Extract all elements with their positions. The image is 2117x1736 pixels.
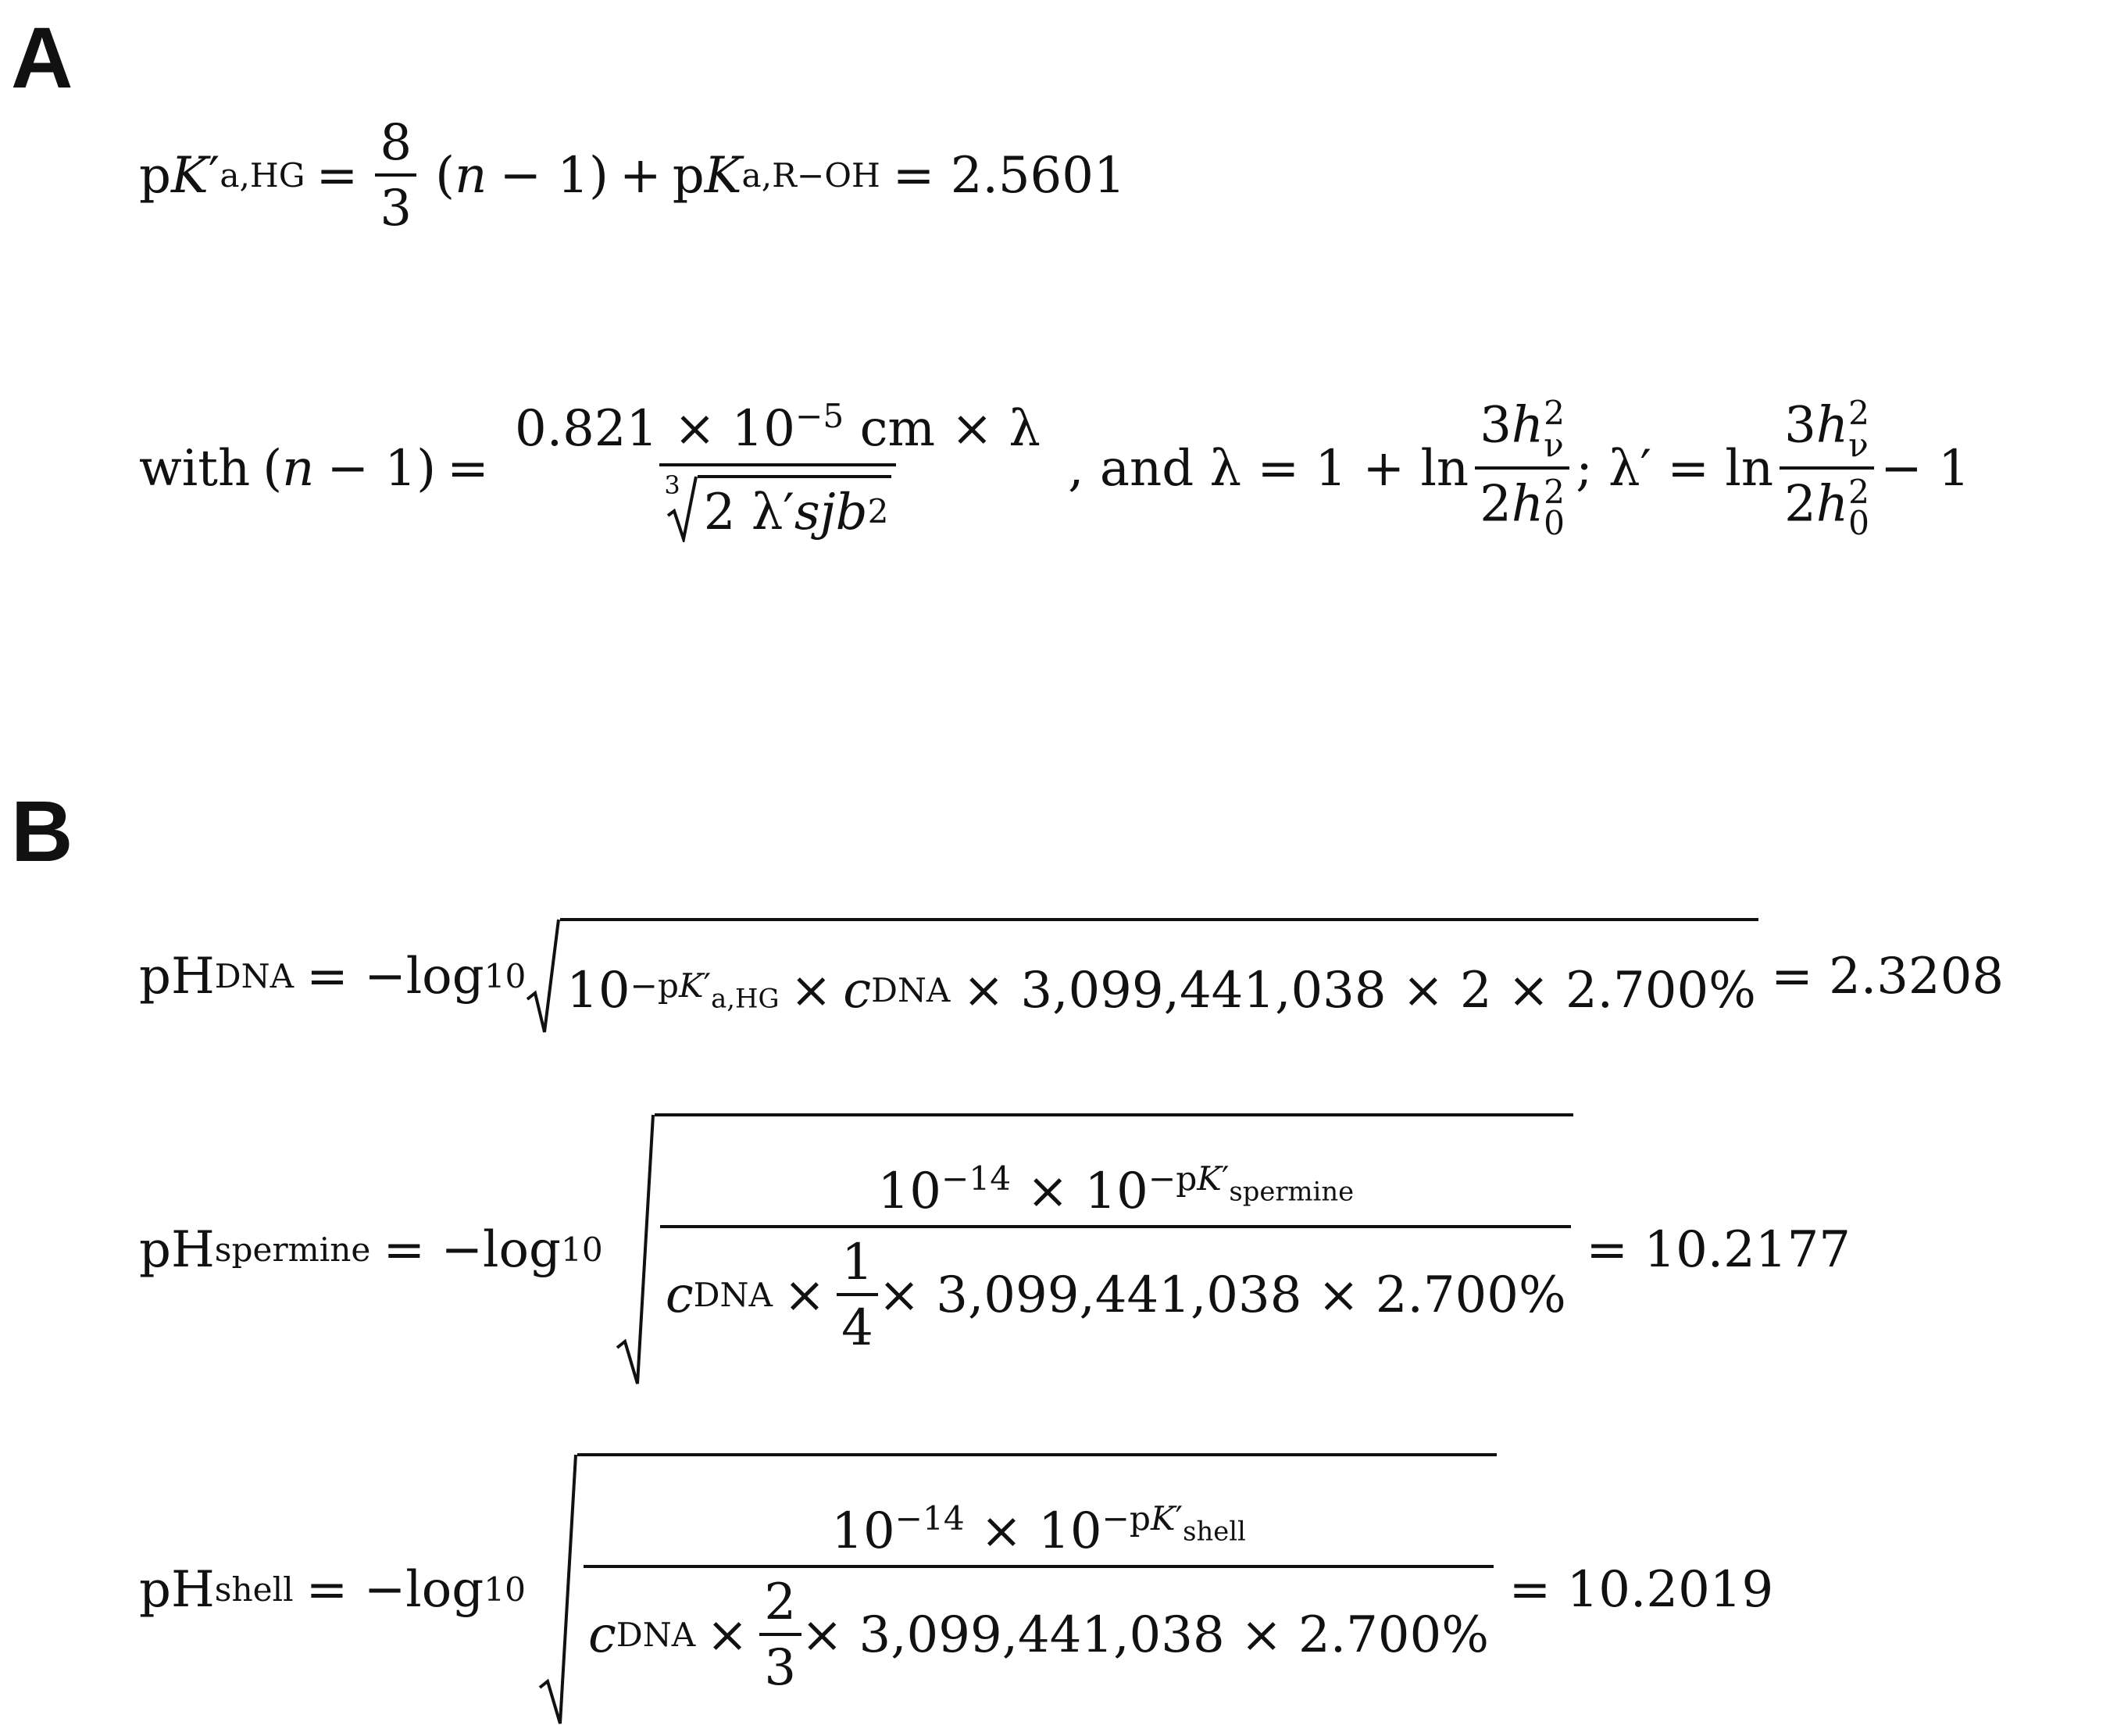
numerator-exponent: −5 <box>794 397 844 436</box>
radicand-exponent: 2 <box>867 492 889 531</box>
var-h: h <box>1511 397 1544 455</box>
exp-prime: ′ <box>1221 1159 1230 1198</box>
equals-sign: = <box>447 440 489 498</box>
fraction-denominator: 3 <box>375 173 417 234</box>
pk-subscript: a,R−OH <box>741 155 880 195</box>
equation-n-minus-1 <box>139 375 1970 563</box>
coef: 2 <box>1784 475 1816 534</box>
with-text: with <box>139 440 251 498</box>
fraction-denominator: 3 <box>759 1633 801 1693</box>
fraction-numerator: 2 <box>764 1573 797 1631</box>
fraction-n-expression <box>500 395 1055 543</box>
exp-sub: shell <box>1183 1516 1246 1547</box>
log-base: 10 <box>561 1230 603 1269</box>
lhs-subscript: spermine <box>214 1230 371 1269</box>
denominator-rest: × 3,099,441,038 × 2.700% <box>801 1606 1490 1665</box>
lhs-subscript: shell <box>214 1570 294 1609</box>
numerator-rest: cm × λ <box>844 400 1041 459</box>
c-var: c <box>665 1266 694 1325</box>
sub: 0 <box>1544 504 1565 543</box>
equation-ph-shell <box>139 1453 1773 1727</box>
sup-sub-stack <box>1848 394 1869 464</box>
equals-sign: = <box>316 147 359 205</box>
var-h: h <box>1815 397 1849 455</box>
radicand-lead: 2 λ′ <box>703 483 794 541</box>
sup: 2 <box>1544 394 1565 433</box>
fraction-h-ratio-1 <box>1475 394 1570 543</box>
lhs-p: p <box>139 147 171 205</box>
radicand <box>577 1453 1497 1727</box>
denominator-rest: × 3,099,441,038 × 2.700% <box>878 1266 1566 1325</box>
fraction-1-4 <box>837 1233 879 1358</box>
paren-rest: − 1) <box>499 147 609 205</box>
sub: ν <box>1848 425 1869 464</box>
var-h: h <box>1815 475 1849 534</box>
pk-k: K <box>704 147 742 205</box>
log-base: 10 <box>484 956 527 995</box>
lhs-ph: pH <box>139 948 215 1006</box>
lhs-ph: pH <box>139 1221 215 1279</box>
denominator <box>659 463 896 543</box>
neg-log: = −log <box>306 948 484 1006</box>
lhs-subscript: DNA <box>214 956 295 995</box>
radicand <box>655 1113 1574 1387</box>
result-value: = 2.5601 <box>892 147 1126 205</box>
exp-k: K <box>678 966 704 1005</box>
coef: 2 <box>1480 475 1512 534</box>
pk-p: p <box>672 147 705 205</box>
exp-p: −p <box>630 966 679 1005</box>
num-ten-exp: −14 <box>894 1498 965 1538</box>
fraction-2-3 <box>759 1573 801 1698</box>
fraction-denominator: 4 <box>837 1293 879 1353</box>
num-ten-exp: −14 <box>941 1159 1012 1198</box>
sup-sub-stack <box>1544 394 1565 464</box>
variable-n: n <box>455 147 487 205</box>
root-index: 3 <box>664 470 680 501</box>
exp-sub: a,HG <box>711 983 780 1014</box>
times-sign: × <box>784 1266 826 1325</box>
num-times-ten: × 10 <box>1026 1162 1148 1220</box>
num-exponent <box>1148 1159 1355 1207</box>
radical-sign <box>538 1453 577 1727</box>
base-ten: 10 <box>566 962 630 1020</box>
exp-prime: ′ <box>1175 1498 1183 1538</box>
lhs-prime: ′ <box>208 147 220 205</box>
radical-sign <box>616 1113 655 1387</box>
variable-n: n <box>282 440 315 498</box>
sup: 2 <box>1544 473 1565 512</box>
fraction-numerator <box>1780 394 1875 466</box>
lhs-subscript: a,HG <box>220 155 305 195</box>
radicand <box>698 475 891 542</box>
square-root <box>526 918 1758 1035</box>
var-h: h <box>1511 475 1544 534</box>
and-lambda-text: , and λ = 1 + ln <box>1068 440 1469 498</box>
equation-ph-dna <box>139 898 2004 1055</box>
c-var: c <box>588 1606 616 1665</box>
lhs-k: K <box>170 147 209 205</box>
shell-fraction <box>584 1497 1494 1698</box>
equation-ph-spermine <box>139 1113 1851 1387</box>
denominator <box>584 1565 1494 1698</box>
neg-log: = −log <box>305 1561 484 1619</box>
exp-k: K <box>1150 1498 1176 1538</box>
coef: 3 <box>1480 397 1512 455</box>
fraction-denominator <box>1780 466 1875 543</box>
equation-pka-hg <box>139 109 1126 242</box>
exponent <box>630 966 780 1014</box>
num-ten: 10 <box>831 1502 895 1560</box>
sup: 2 <box>1848 394 1869 433</box>
times-sign: × <box>706 1606 748 1665</box>
paren-open: ( <box>262 440 283 498</box>
denominator <box>660 1225 1571 1358</box>
c-subscript: DNA <box>616 1616 696 1654</box>
c-subscript: DNA <box>693 1276 773 1314</box>
num-times-ten: × 10 <box>980 1502 1102 1560</box>
radicand-vars: sjb <box>794 483 868 541</box>
log-base: 10 <box>484 1570 526 1609</box>
square-root <box>538 1453 1497 1727</box>
numerator <box>758 1157 1474 1225</box>
plus-sign: + <box>619 147 662 205</box>
paren-open: ( <box>435 147 455 205</box>
exp-sub: spermine <box>1229 1176 1355 1207</box>
lhs-ph: pH <box>139 1561 215 1619</box>
sup: 2 <box>1848 473 1869 512</box>
exp-k: K <box>1197 1159 1222 1198</box>
exp-prime: ′ <box>703 966 712 1005</box>
sup-sub-stack <box>1848 473 1869 543</box>
exp-p: −p <box>1101 1498 1151 1538</box>
paren-rest: − 1) <box>327 440 437 498</box>
sub: 0 <box>1848 504 1869 543</box>
result-value: = 10.2177 <box>1586 1221 1851 1279</box>
numerator-text: 0.821 × 10 <box>515 400 795 459</box>
radicand <box>560 918 1758 1035</box>
fraction-8-3 <box>375 113 417 238</box>
fraction-numerator: 8 <box>380 113 412 172</box>
product-rest: × 3,099,441,038 × 2 × 2.700% <box>962 962 1756 1020</box>
exp-p: −p <box>1148 1159 1198 1198</box>
cube-root <box>664 470 891 542</box>
fraction-numerator: 1 <box>841 1233 873 1291</box>
fraction-denominator <box>1475 466 1570 543</box>
num-exponent <box>1101 1498 1246 1547</box>
times-sign: × <box>790 962 833 1020</box>
num-ten: 10 <box>877 1162 941 1220</box>
lambda-prime-text: ; λ′ = ln <box>1576 440 1774 498</box>
c-subscript: DNA <box>871 970 951 1009</box>
neg-log: = −log <box>383 1221 561 1279</box>
coef: 3 <box>1784 397 1816 455</box>
sup-sub-stack <box>1544 473 1565 543</box>
square-root <box>616 1113 1574 1387</box>
fraction-h-ratio-2 <box>1780 394 1875 543</box>
numerator <box>500 395 1055 463</box>
numerator <box>712 1497 1366 1565</box>
fraction-numerator <box>1475 394 1570 466</box>
result-value: = 10.2019 <box>1508 1561 1774 1619</box>
minus-one-tail: − 1 <box>1880 440 1970 498</box>
sub: ν <box>1544 425 1564 464</box>
spermine-fraction <box>660 1157 1571 1358</box>
panel-label-b: B <box>11 784 73 880</box>
radical-sign <box>526 918 560 1035</box>
panel-label-a: A <box>11 10 73 106</box>
c-var: c <box>843 962 872 1020</box>
result-value: = 2.3208 <box>1771 948 2005 1006</box>
